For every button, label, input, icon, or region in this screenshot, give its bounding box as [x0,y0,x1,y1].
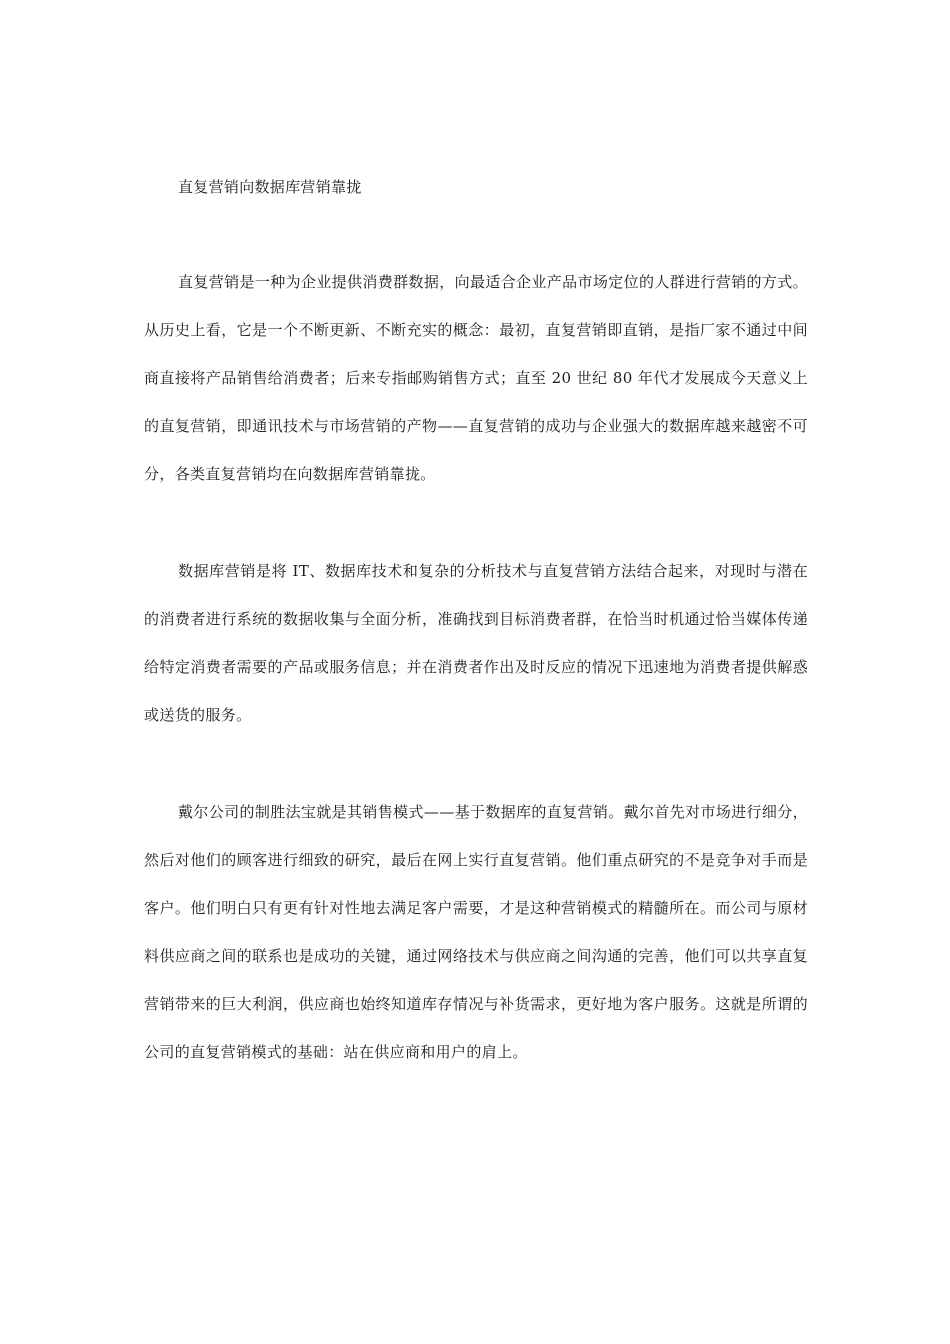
paragraph-direct-marketing: 直复营销是一种为企业提供消费群数据，向最适合企业产品市场定位的人群进行营销的方式。从历史上看，它是一个不断更新、不断充实的概念：最初，直复营销即直销，是指厂家不通过中间商直接将产品销售给消费者；后来专指邮购销售方式；直至 20 世纪 80 年代才发展成今天意义上的直复营销，即通讯技术与市场营销的产物——直复营销的成功与企业强大的数据库越来越密不可分，各类直复营销均在向数据库营销靠拢。 [144,273,808,483]
document-title: 直复营销向数据库营销靠拢 [178,178,362,196]
paragraph-dell-case: 戴尔公司的制胜法宝就是其销售模式——基于数据库的直复营销。戴尔首先对市场进行细分，然后对他们的顾客进行细致的研究，最后在网上实行直复营销。他们重点研究的不是竞争对手而是客户。他们明白只有更有针对性地去满足客户需要，才是这种营销模式的精髓所在。而公司与原材料供应商之间的联系也是成功的关键，通过网络技术与供应商之间沟通的完善，他们可以共享直复营销带来的巨大利润，供应商也始终知道库存情况与补货需求，更好地为客户服务。这就是所谓的公司的直复营销模式的基础：站在供应商和用户的肩上。 [144,803,808,1061]
document-page [144,163,808,1125]
paragraph-database-marketing: 数据库营销是将 IT、数据库技术和复杂的分析技术与直复营销方法结合起来，对现时与潜在的消费者进行系统的数据收集与全面分析，准确找到目标消费者群，在恰当时机通过恰当媒体传递给特定消费者需要的产品或服务信息；并在消费者作出及时反应的情况下迅速地为消费者提供解惑或送货的服务。 [144,562,808,724]
